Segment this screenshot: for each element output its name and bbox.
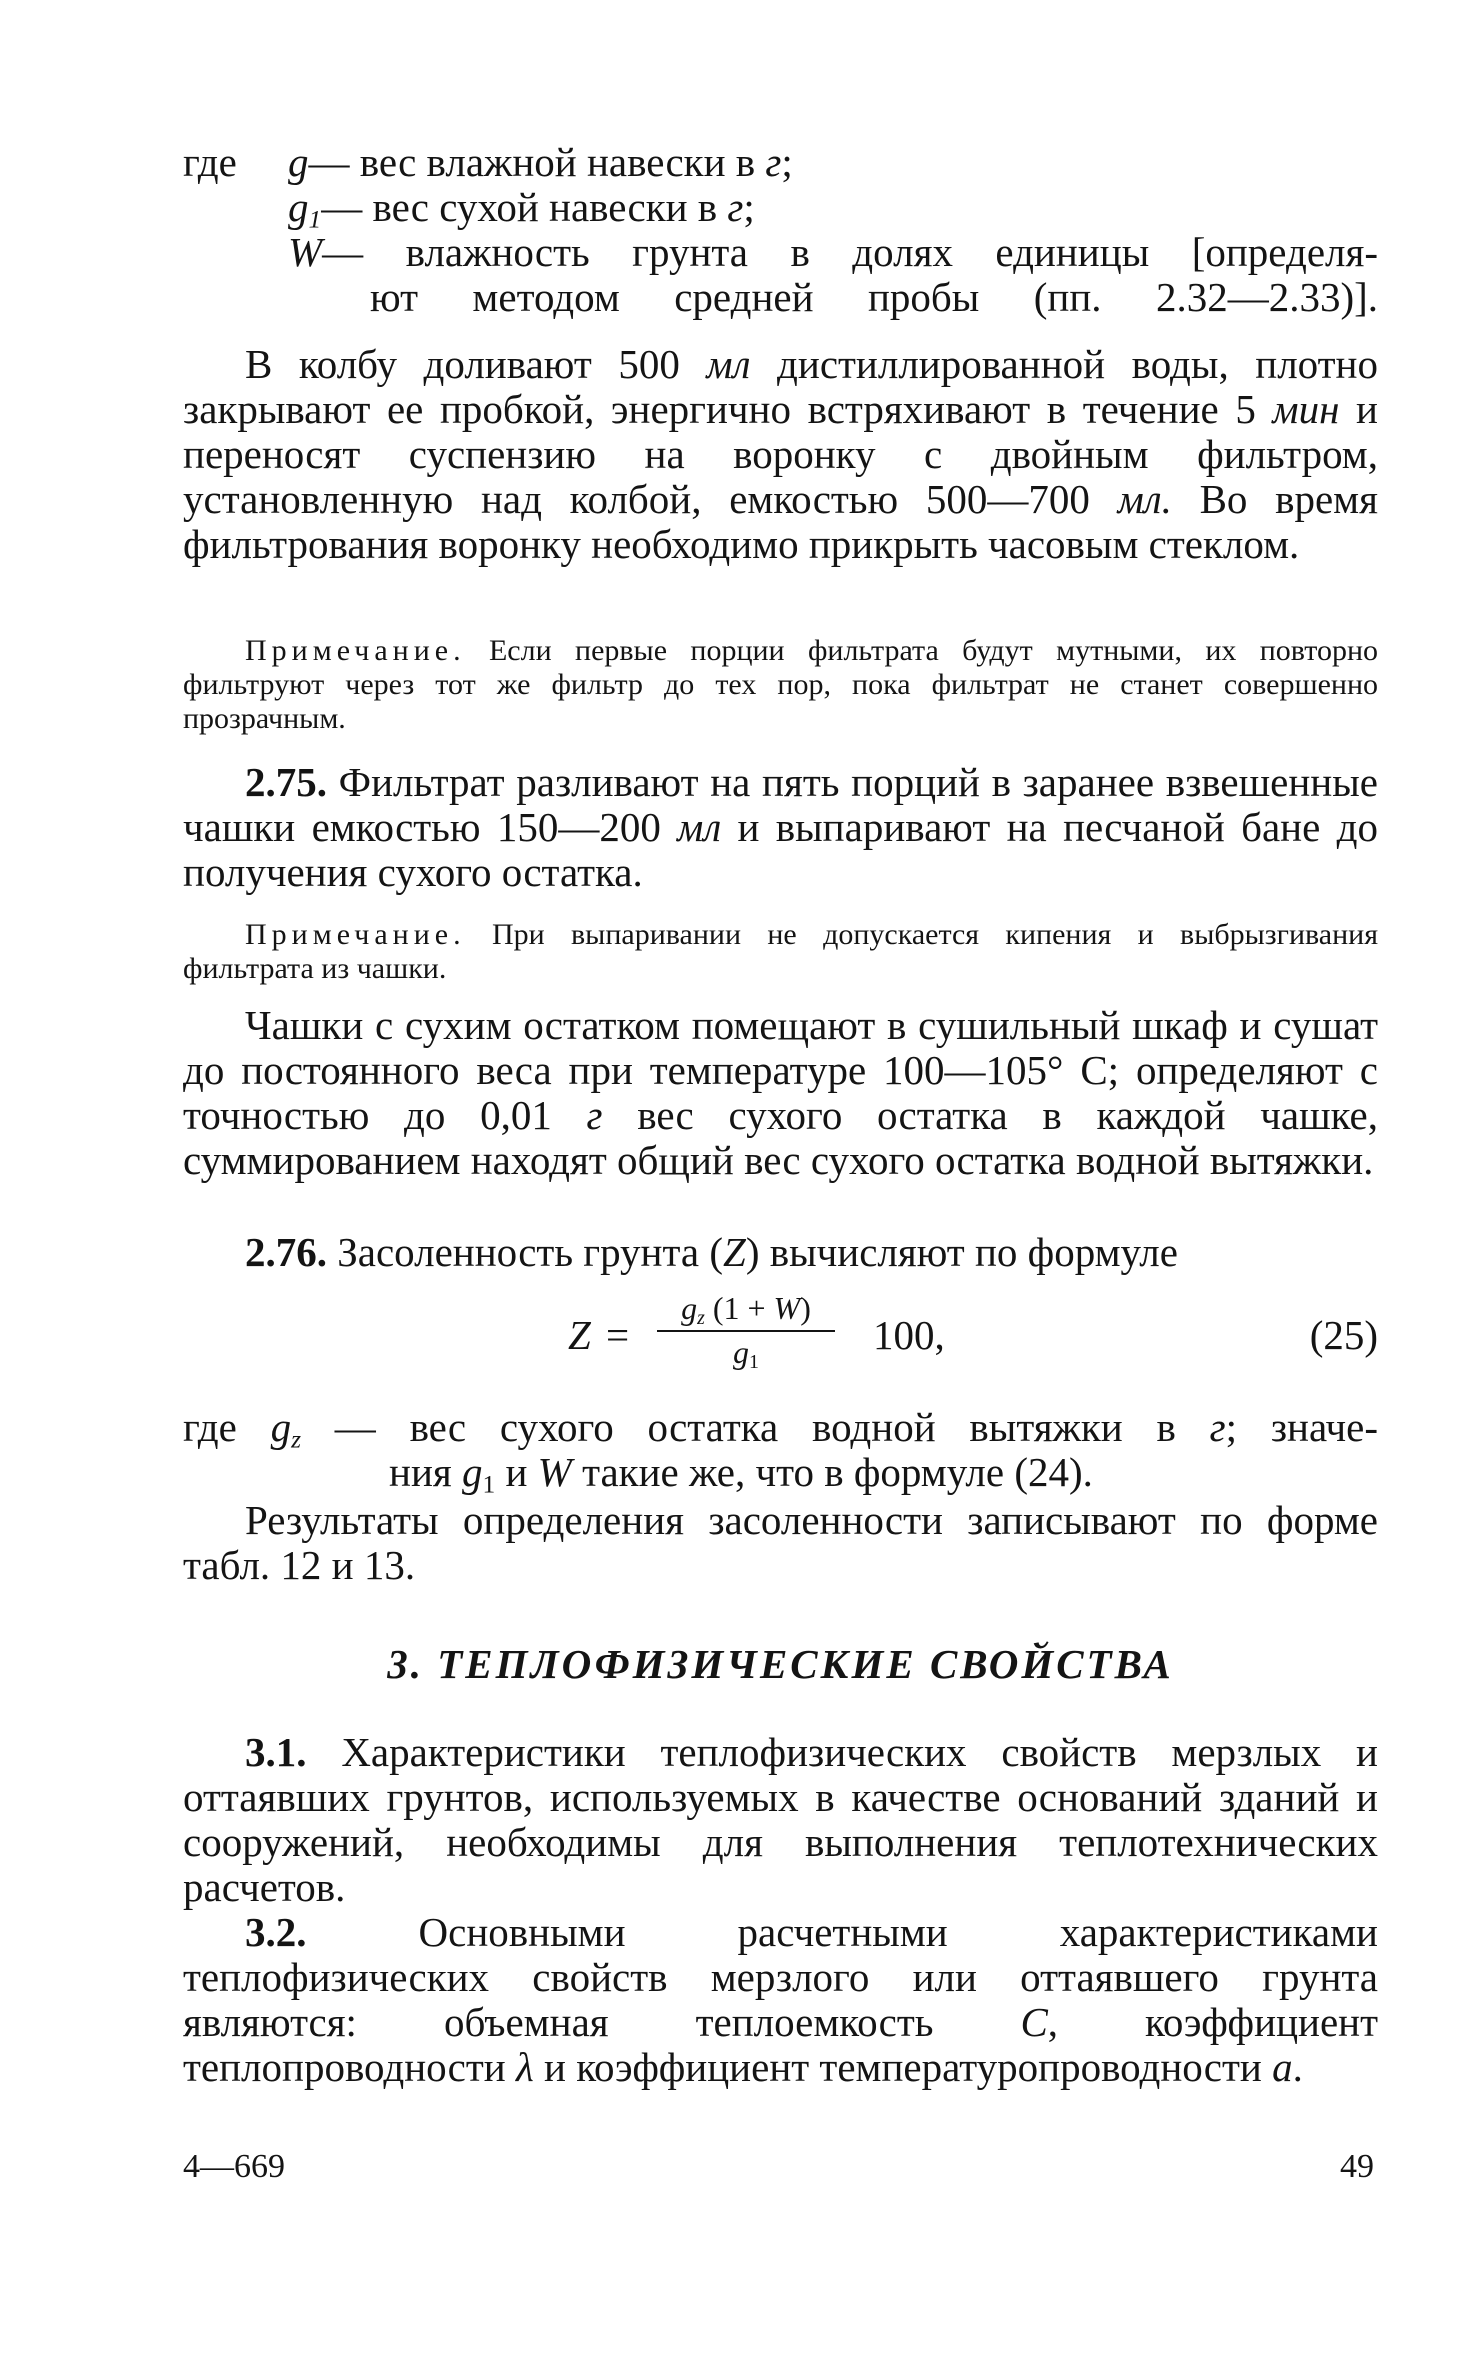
paragraph-2-76: 2.76. Засоленность грунта (Z) вычисляют по формуле	[245, 1229, 1178, 1275]
section-heading: 3. ТЕПЛОФИЗИЧЕСКИЕ СВОЙСТВА	[387, 1641, 1174, 1687]
clause-number: 3.2.	[245, 1909, 307, 1955]
note-2: Примечание. При выпаривании не допускается кипения и выбрызгивания фильтрата из чашки.	[183, 918, 1378, 985]
clause-number: 3.1.	[245, 1729, 307, 1775]
where-list-1	[183, 140, 1378, 320]
unit: мл.	[1117, 476, 1172, 522]
unit: г	[1209, 1404, 1226, 1450]
unit: мин	[1272, 386, 1340, 432]
where-item-g: где g — вес влажной навески в г;	[183, 139, 793, 185]
equals-sign: =	[606, 1312, 630, 1358]
where-list-2	[183, 1404, 1379, 1499]
unit: мл	[706, 341, 751, 387]
unit: г	[727, 184, 744, 230]
variable-c: С	[1020, 1999, 1048, 2045]
clause-number: 2.76.	[245, 1229, 327, 1275]
where-text: — вес сухой навески в	[321, 184, 728, 230]
where-text: — влажность грунта в долях единицы [определя-	[322, 229, 1378, 275]
where-item-w	[183, 230, 1378, 275]
paragraph-3-2: 3.2. Основными расчетными характеристиками теплофизических свойств мерзлого или оттаявшего грунта являются: объемная теплоемкость С, коэффициент теплопроводности λ и коэффициент температуропроводности а.	[183, 1909, 1379, 2090]
where-label: где	[183, 139, 237, 185]
denominator: $g_1$	[733, 1334, 759, 1373]
subscript: 1	[308, 205, 322, 234]
paragraph-2-75: 2.75. Фильтрат разливают на пять порций в заранее взвешенные чашки емкостью 150—200 мл и выпаривают на песчаной бане до получения сухого остатка.	[183, 759, 1378, 895]
variable-a: а	[1272, 2044, 1293, 2090]
symbol-g: g	[288, 184, 309, 230]
variable-z: Z	[723, 1229, 746, 1275]
where-label: где	[183, 1404, 237, 1450]
fraction	[657, 1290, 835, 1372]
formula-factor: 100,	[873, 1312, 945, 1358]
symbol-g: g	[270, 1404, 292, 1450]
where-text: — вес влажной навески в	[308, 139, 766, 185]
formula-25	[183, 1290, 1378, 1380]
where-continuation: ния $g_1$ и W такие же, что в формуле (24).	[389, 1449, 1093, 1499]
formula-lhs: Z	[568, 1312, 591, 1358]
unit: г	[765, 139, 782, 185]
symbol-g: g	[288, 139, 309, 185]
where-item-g1: $g_1$ — вес сухой навески в г;	[288, 184, 755, 234]
variable-lambda: λ	[516, 2044, 534, 2090]
unit: г	[586, 1092, 603, 1138]
formula-number: (25)	[1309, 1312, 1378, 1358]
note-label: Примечание.	[245, 918, 466, 951]
symbol-w: W	[288, 229, 323, 275]
paragraph-1: В колбу доливают 500 мл дистиллированной воды, плотно закрывают ее пробкой, энергично встряхивают в течение 5 мин и переносят суспензию на воронку с двойным фильтром, установленную над колбой, емкостью 500—700 мл. Во время фильтрования воронку необходимо прикрыть часовым стеклом.	[183, 341, 1378, 567]
note-label: Примечание.	[245, 634, 466, 667]
numerator: $g_z$ (1 + W)	[657, 1290, 835, 1332]
unit: мл	[677, 804, 722, 850]
paragraph-5: Результаты определения засоленности записывают по форме табл. 12 и 13.	[183, 1497, 1378, 1588]
where-continuation: ют методом средней пробы (пп. 2.32—2.33)].	[370, 274, 1378, 320]
note-1: Примечание. Если первые порции фильтрата будут мутными, их повторно фильтруют через тот же фильтр до тех пор, пока фильтрат не станет совершенно прозрачным.	[183, 634, 1378, 735]
paragraph-3: Чашки с сухим остатком помещают в сушильный шкаф и сушат до постоянного веса при температуре 100—105° С; определяют с точностью до 0,01 г вес сухого остатка в каждой чашке, суммированием находят общий вес сухого остатка водной вытяжки.	[183, 1002, 1379, 1183]
page-number: 49	[1340, 2148, 1374, 2185]
where-line-gz: где $g_z$ — вес сухого остатка водной вытяжки в г; значе-	[183, 1404, 1379, 1454]
signature-mark: 4—669	[183, 2148, 285, 2185]
clause-number: 2.75.	[245, 759, 327, 805]
paragraph-3-1: 3.1. Характеристики теплофизических свойств мерзлых и оттаявших грунтов, используемых в качестве оснований зданий и сооружений, необходимы для выполнения теплотехнических расчетов.	[183, 1729, 1378, 1910]
